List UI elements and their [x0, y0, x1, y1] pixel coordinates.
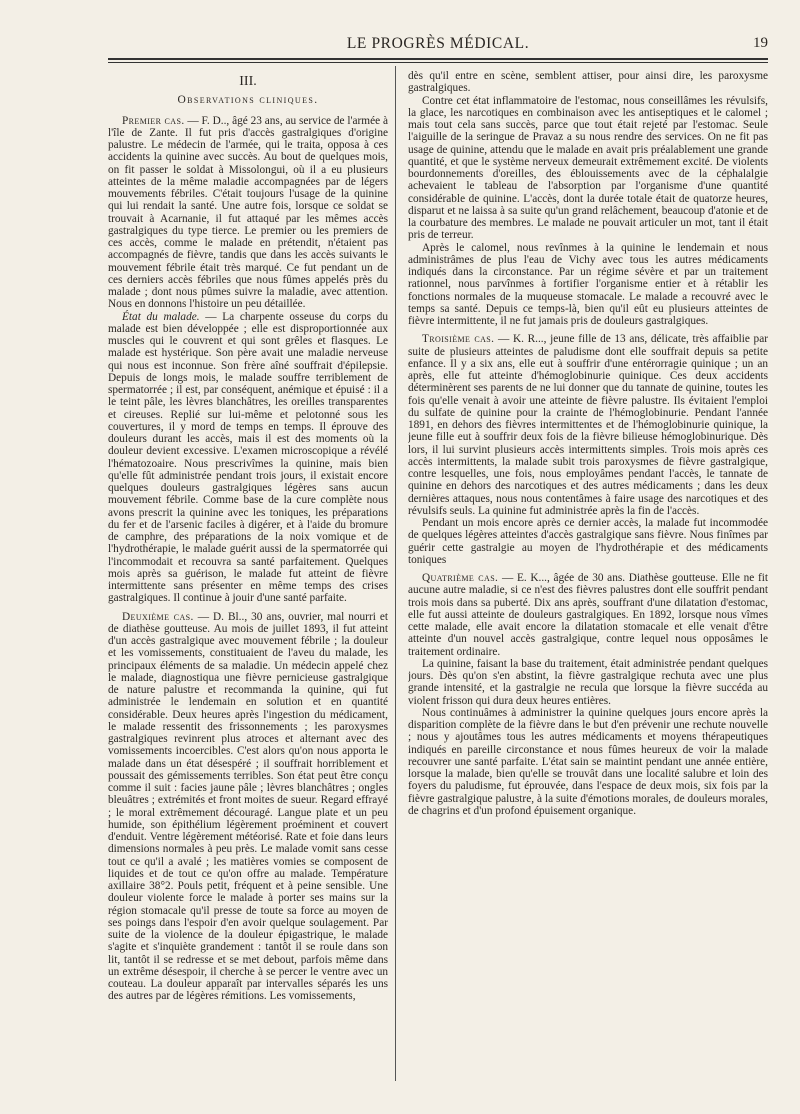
- case-4-paragraph: [408, 572, 768, 658]
- case-4-quinine-paragraph: La quinine, faisant la base du traitement, était administrée pendant quelques jours. Dès qu'on s'en abstint, la fièvre gastralgique rechuta avec une plus grande intensité, et la gastralgie ne recula que lorsque la fièvre succéda au violent frisson qui dura deux heures entières.: [408, 657, 768, 707]
- case-3-label: Troisième cas.: [422, 333, 495, 346]
- left-column: [108, 70, 388, 1080]
- case-1-paragraph: [108, 115, 388, 311]
- case-1-state-label: État du malade.: [122, 310, 200, 323]
- case-1-state-text: — La charpente osseuse du corps du malade est bien développée ; elle est disproportionnée aux muscles qui le couvrent et qui sont grêles et flasques. Le malade est hystérique. Son père avait une maladie nerveuse qui nous est inconnue. Son frère aîné souffrait d'épilepsie. Depuis de longs mois, le malade souffre terriblement de spermatorrée ; il est, par conséquent, anémique et épuisé : il a le teint pâle, les lèvres blanchâtres, les oreilles transparentes et cireuses. Replié sur lui-même et pelotonné sous les couvertures, il y mord de temps en temps. Il éprouve des douleurs durant les accès, mais il est des moments où la douleur devient excessive. L'examen microscopique a révélé l'hématozoaire. Nous prescrivîmes la quinine, mais bien qu'elle fût administrée pendant trois jours, il existait encore quelques douleurs gastralgiques légères sans aucun mouvement fébrile. Comme base de la cure complète nous avons prescrit la quinine avec les toniques, les préparations du fer et de l'arsenic faciles à digérer, et à l'aide du bromure de camphre, des préparations de la noix vomique et de l'hydrothérapie, le malade guérit aussi de la spermatorrée qui l'incommodait et recouvra sa santé parfaitement. Quelques mois après sa guérison, le malade fut atteint de fièvre intermittente sans présenter en même temps des crises gastralgiques. Il continue à jouir d'une santé parfaite.: [108, 310, 388, 605]
- case-4-relapse-paragraph: Nous continuâmes à administrer la quinine quelques jours encore après la disparition complète de la fièvre dans le but d'en prévenir une rechute nouvelle ; nous y ajoutâmes tous les autres médicaments et moyens thérapeutiques indiqués en pareille circonstance et nous fûmes heureux de voir la malade recouvrer une santé parfaite. L'état sain se maintint pendant une année entière, lorsque la malade, bien qu'elle se trouvât dans une localité salubre et loin des foyers du paludisme, fut éprouvée, dans l'espace de deux mois, six fois par la fièvre gastralgique palustre, à la suite d'émotions morales, de douleurs morales, de chagrins et d'un profond épuisement organique.: [408, 706, 768, 817]
- journal-title: LE PROGRÈS MÉDICAL.: [346, 35, 530, 52]
- page-number: 19: [753, 35, 768, 51]
- case-1-text: — F. D.., âgé 23 ans, au service de l'armée à l'île de Zante. Il fut pris d'accès gastralgiques d'origine palustre. Le médecin de l'armée, qui le traita, opposa à ces accidents la quinine avec succès. Au bout de quelques mois, on fit passer le soldat à Missolongui, où il a eu plusieurs atteintes de la même maladie accompagnées par de légers mouvements fébriles. C'était toujours l'usage de la quinine qui lui rendait la santé. Une autre fois, lorsque ce soldat se trouvait à Acarnanie, il fut attaqué par les mêmes accès gastralgiques du type tierce. Le premier ou les premiers de ces accès, comme le malade en prétendit, n'étaient pas accompagnés de fièvre, tandis que dans les accès suivants le mouvement fébrile était très marqué. Ce fut pendant un de ces derniers accès fébriles que nous fûmes appelés près du malade ; dont nous pûmes suivre la maladie, avec attention. Nous en donnons l'histoire un peu détaillée.: [108, 114, 388, 311]
- case-2-text: — D. Bl.., 30 ans, ouvrier, mal nourri et de diathèse goutteuse. Au mois de juillet 1893, il fut atteint d'un accès gastralgique avec mouvement fébrile ; la douleur et les vomissements, constituaient de l'aveu du malade, les principaux éléments de sa maladie. Un médecin appelé chez le malade, diagnostiqua une fièvre pernicieuse gastralgique de nature palustre et recommanda la quinine, qui fut administrée le lendemain en solution et en quantité considérable. Deux heures après l'ingestion du médicament, le malade ressentit des frissonnements ; les paroxysmes gastralgiques revinrent plus atroces et alternant avec des vomissements incoercibles. C'est alors qu'on nous apporta le malade dans un état désespéré ; il souffrait horriblement et poussait des gémissements terribles. Son état peut être conçu comme il suit : facies jaune pâle ; lèvres blanchâtres ; ongles bleuâtres ; extrémités et front moites de sueur. Regard effrayé ; le moral extrêmement découragé. Langue plate et un peu humide, son épithélium légèrement proéminent et couvert d'enduit. Ventre légèrement météorisé. Rate et foie dans leurs dimensions normales à peu près. Le malade vomit sans cesse tout ce qu'il a avalé ; les matières vomies se composent de liquides et de tout ce qu'on offre au malade. Température axillaire 38°2. Pouls petit, fréquent et à peine sensible. Une douleur violente force le malade à porter ses mains sur la région stomacale qu'il presse de toute sa force au moyen de ses poings dans l'espoir d'en avoir quelque soulagement. Par suite de la violence de la douleur épigastrique, le malade s'agite et s'inquiète grandement : tantôt il se roule dans son lit, tantôt il se redresse et se met debout, parfois même dans un extrême désespoir, il cherche à se percer le ventre avec un couteau. La douleur apparaît par intervalles séparés les uns des autres par de légères rémitions. Les vomissements,: [108, 610, 388, 1003]
- recovery-paragraph: Après le calomel, nous revînmes à la quinine le lendemain et nous administrâmes de plus l'eau de Vichy avec tous les autres médicaments indiqués dans la circonstance. Par un régime sévère et par un traitement rationnel, nous parvînmes à fortifier l'organisme entier et à rétablir les fonctions normales de la muqueuse stomacale. Le malade a recouvré avec le temps sa santé. Depuis ce temps-là, bien qu'il eût eu plusieurs atteintes de fièvre intermittente, il ne fut jamais pris de douleurs gastralgiques.: [408, 241, 768, 327]
- case-3-paragraph: [408, 333, 768, 517]
- case-2-label: Deuxième cas.: [122, 610, 194, 623]
- continued-paragraph: dès qu'il entre en scène, semblent attiser, pour ainsi dire, les paroxysme gastralgiques.: [408, 70, 768, 95]
- header-rule-thick: [108, 58, 768, 60]
- section-title: Observations cliniques.: [177, 94, 319, 107]
- section-number: III.: [239, 74, 257, 89]
- header-rule-thin: [108, 62, 768, 63]
- case-3-followup-paragraph: Pendant un mois encore après ce dernier accès, la malade fut incommodée de quelques légères atteintes d'accès gastralgique sans fièvre. Nous finîmes par guérir cette gastralgie au moyen de l'hydrothérapie et des médicaments toniques: [408, 517, 768, 566]
- right-column: [408, 70, 768, 1080]
- case-4-label: Quatrième cas.: [422, 572, 499, 584]
- column-divider: [395, 66, 396, 1081]
- case-2-paragraph: [108, 611, 388, 1003]
- treatment-paragraph: Contre cet état inflammatoire de l'estomac, nous conseillâmes les révulsifs, la glace, les narcotiques en combinaison avec les antiseptiques et le calomel ; mais tout cela sans succès, parce que tout était rejeté par l'estomac. Seule l'aiguille de la seringue de Pravaz a su nous rendre des services. On ne fit pas usage de quinine, attendu que le malade en avait pris préalablement une grande quantité, et que le système nerveux demeurait extrêmement excité. De violents bourdonnements d'oreilles, des éblouissements avec de la céphalalgie achevaient le tableau de l'absorption par l'organisme d'une quantité considérable de quinine. L'accès, dont la durée totale était de quatorze heures, disparut et ne laissa à sa suite qu'un grand relâchement, beaucoup d'atonie et de la courbature des membres. Le malade ne pouvait articuler un mot, tant il était pris de terreur.: [408, 94, 768, 242]
- case-1-label: Premier cas.: [122, 114, 185, 127]
- case-4-text: — E. K..., âgée de 30 ans. Diathèse goutteuse. Elle ne fit aucune autre maladie, si ce n'est des fièvres palustres dont elle souffrit pendant trois mois dans sa puberté. Dix ans après, souffrant d'une dilatation d'estomac, elle fut aussi atteinte de douleurs gastralgiques. En 1892, lorsque nous vîmes cette malade, elle avait encore la dilatation stomacale et elle venait d'être atteinte d'un nouvel accès gastralgique, contre lequel nous opposâmes le traitement ordinaire.: [408, 572, 768, 658]
- running-header: [108, 33, 768, 55]
- case-1-state-paragraph: [108, 311, 388, 605]
- case-3-text: — K. R..., jeune fille de 13 ans, délicate, très affaiblie par suite de plusieurs atteintes de paludisme dont elle souffrait depuis sa petite enfance. Il y a six ans, elle eut à souffrir d'une entérorragie quinique ; un an après, elle fut atteinte d'hémoglobinurie quinique. Ces deux accidents déterminèrent ses parents de ne lui donner que du tannate de quinine, toutes les fois qu'elle venait à avoir une atteinte de fièvre palustre. Ils évitaient l'emploi du sulfate de quinine pour la crainte de l'hémoglobinurie. Pendant l'année 1891, en dehors des fièvres intermittentes et de l'hémoglobinurie quinique, la jeune fille eut à souffrir deux fois de la fièvre bilieuse hémoglobinurique. Dès lors, il lui survint plusieurs accès intermittents simples. Trois mois après ces accès intermittents, la malade subit trois paroxysmes de fièvre gastralgique, contre lesquelles, une fois, nous employâmes pendant l'accès, le tannate de quinine en dehors des narcotiques et des autres médicaments ; dans les deux dernières attaques, nous nous contentâmes à faire usage des narcotiques et des révulsifs seuls. La quinine fut administrée après la fin de l'accès.: [408, 333, 768, 517]
